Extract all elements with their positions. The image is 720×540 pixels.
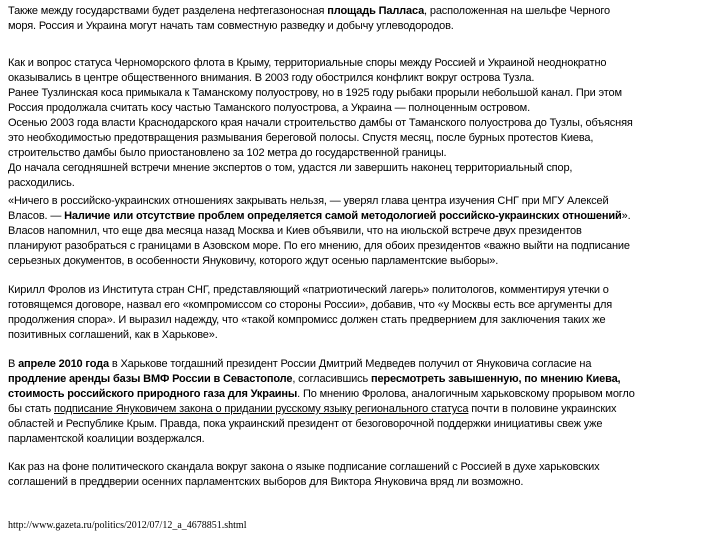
bold-text: продление аренды базы ВМФ России в Севастополе — [8, 373, 293, 385]
bold-text: площадь Палласа — [327, 5, 425, 17]
bold-text: апреле 2010 года — [18, 358, 109, 370]
text-line — [8, 298, 612, 313]
text-segment: Как и вопрос статуса Черноморского флота в Крыму, территориальные споры между Россией и Украиной неоднократно — [8, 57, 607, 69]
text-segment: , расположенная на шельфе Черного — [424, 5, 610, 17]
underlined-text[interactable]: подписание Януковичем закона о придании русскому языку регионального статуса — [54, 403, 469, 415]
text-segment: Ранее Тузлинская коса примыкала к Таманскому полуострову, но в 1925 году рыбаки прорыли небольшой канал. При этом — [8, 87, 622, 99]
text-segment: в Харькове тогдашний президент России Дмитрий Медведев получил от Януковича согласие на — [108, 358, 592, 370]
text-segment: ». — [621, 210, 631, 222]
text-line — [8, 357, 635, 372]
text-segment: парламентской коалиции воздержался. — [8, 433, 205, 445]
text-line — [8, 101, 633, 116]
paragraph — [8, 194, 630, 269]
text-segment: расходились. — [8, 177, 75, 189]
source-link[interactable]: http://www.gazeta.ru/politics/2012/07/12_a_4678851.shtml — [8, 520, 247, 531]
text-line — [8, 432, 635, 447]
paragraph — [8, 357, 635, 447]
text-line — [8, 313, 612, 328]
text-segment: бы стать — [8, 403, 55, 415]
text-segment: строительство дамбы было приостановлено за 102 метра до государственной границы. — [8, 147, 447, 159]
text-line — [8, 283, 612, 298]
text-line — [8, 56, 633, 71]
text-segment: оказывались в центре общественного внимания. В 2003 году обострился конфликт вокруг острова Тузла. — [8, 72, 535, 84]
paragraph — [8, 56, 633, 191]
text-line — [8, 86, 633, 101]
text-line — [8, 402, 635, 417]
text-segment: моря. Россия и Украина могут начать там совместную разведку и добычу углеводородов. — [8, 20, 454, 32]
text-line — [8, 209, 630, 224]
text-line — [8, 328, 612, 343]
text-segment: областей и Республике Крым. Правда, пока украинский президент от безоговорочной поддержки инициативы свеж уже — [8, 418, 603, 430]
text-line — [8, 71, 633, 86]
text-line — [8, 146, 633, 161]
text-line — [8, 161, 633, 176]
bold-text: стоимость российского природного газа для Украины — [8, 388, 298, 400]
text-segment: Россия продолжала считать косу частью Таманского полуострова, а Украина — полноценным островом. — [8, 102, 530, 114]
text-segment: . По мнению Фролова, аналогичным харьковскому прорывом могло — [297, 388, 635, 400]
paragraph — [8, 4, 610, 34]
paragraph — [8, 460, 600, 490]
text-segment: , согласившись — [292, 373, 371, 385]
text-segment: Как раз на фоне политического скандала вокруг закона о языке подписание соглашений с Россией в духе харьковских — [8, 461, 600, 473]
text-line — [8, 387, 635, 402]
text-segment: Власов. — — [8, 210, 65, 222]
text-segment: позитивных соглашений, как в Харькове». — [8, 329, 218, 341]
text-segment: продолжения спора». И выразил надежду, что «такой компромисс должен стать предвернием для заключения таких же — [8, 314, 606, 326]
text-segment: готовящемся договоре, назвал его «компромиссом со стороны России», добавив, что «у Москвы есть все аргументы для — [8, 299, 613, 311]
text-line — [8, 116, 633, 131]
bold-text: Наличие или отсутствие проблем определяется самой методологией российско-украинских отношений — [64, 210, 622, 222]
text-segment: Власов напомнил, что еще два месяца назад Москва и Киев объявили, что на июльской встрече двух президентов — [8, 225, 582, 237]
text-segment: серьезных документов, в особенности Януковичу, которого ждут осенью парламентские выборы». — [8, 255, 499, 267]
paragraph — [8, 283, 612, 343]
text-line — [8, 4, 610, 19]
text-segment: соглашений в преддверии осенних парламентских выборов для Виктора Януковича вряд ли возможно. — [8, 476, 524, 488]
bold-text: пересмотреть завышенную, по мнению Киева, — [370, 373, 621, 385]
text-segment: Осенью 2003 года власти Краснодарского края начали строительство дамбы от Таманского полуострова до Тузлы, объясняя — [8, 117, 633, 129]
text-line — [8, 194, 630, 209]
text-line — [8, 372, 635, 387]
text-segment: До начала сегодняшней встречи мнение экспертов о том, удастся ли завершить наконец территориальный спор, — [8, 162, 573, 174]
text-line — [8, 254, 630, 269]
text-line — [8, 176, 633, 191]
text-line — [8, 19, 610, 34]
text-segment: это необходимостью предотвращения размывания береговой полосы. Спустя месяц, после бурных протестов Киева, — [8, 132, 594, 144]
text-segment: В — [8, 358, 19, 370]
text-line — [8, 131, 633, 146]
text-line — [8, 460, 600, 475]
text-segment: Также между государствами будет разделена нефтегазоносная — [8, 5, 328, 17]
text-segment: планируют разобраться с границами в Азовском море. По его мнению, для обоих президентов «важно выйти на подписание — [8, 240, 630, 252]
text-segment: «Ничего в российско-украинских отношениях закрывать нельзя, — уверял глава центра изучения СНГ при МГУ Алексей — [8, 195, 609, 207]
text-segment: Кирилл Фролов из Института стран СНГ, представляющий «патриотический лагерь» политологов, комментируя утечки о — [8, 284, 609, 296]
text-line — [8, 239, 630, 254]
text-line — [8, 224, 630, 239]
text-line — [8, 417, 635, 432]
text-segment: почти в половине украинских — [468, 403, 617, 415]
text-line — [8, 475, 600, 490]
